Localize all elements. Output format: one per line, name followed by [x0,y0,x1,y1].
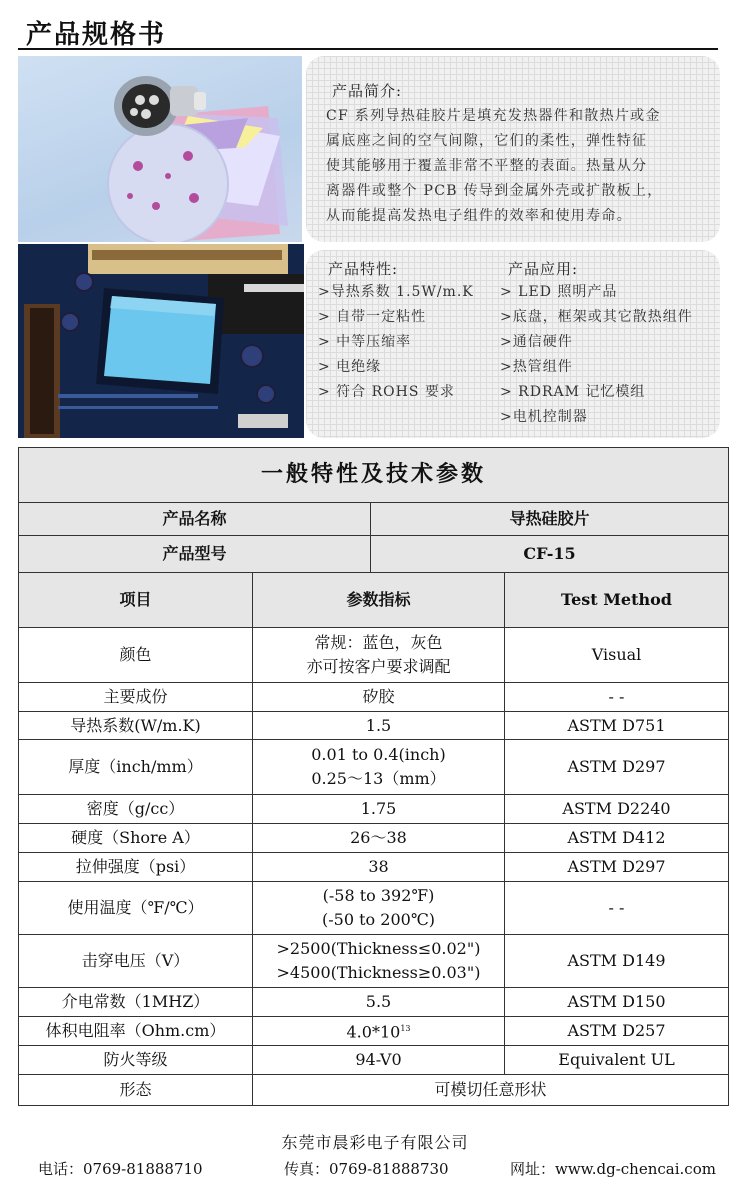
table-row [19,1046,729,1075]
column-header-row [19,573,729,628]
row-item: 击穿电压（V） [19,935,253,988]
row-method: ASTM D751 [505,712,729,740]
footer-fax: 传真：0769-81888730 [284,1160,449,1178]
row-item: 拉伸强度（psi） [19,853,253,882]
table-row [19,882,729,935]
row-spec [253,740,505,795]
row-item: 颜色 [19,628,253,683]
product-model-value: CF-15 [371,536,729,573]
document-header [18,8,718,50]
row-spec-line: 常规：蓝色，灰色 [314,633,443,652]
column-header-method: Test Method [505,573,729,628]
row-method: ASTM D297 [505,853,729,882]
row-item: 防火等级 [19,1046,253,1075]
product-photo-pcb [18,244,304,438]
row-method: - - [505,882,729,935]
row-method: ASTM D297 [505,740,729,795]
feature-item: > 电绝缘 [318,359,382,375]
table-row [19,853,729,882]
product-photo-pcb-graphic [18,244,304,438]
product-photo-pads [18,56,302,242]
row-item: 体积电阻率（Ohm.cm） [19,1017,253,1046]
table-title-row [19,448,729,503]
column-header-spec: 参数指标 [253,573,505,628]
table-row [19,988,729,1017]
table-title: 一般特性及技术参数 [19,448,729,503]
feature-item: > 中等压缩率 [318,334,412,350]
table-row [19,683,729,712]
row-spec-line: 亦可按客户要求调配 [306,657,451,676]
feature-item: > 符合 ROHS 要求 [318,384,455,400]
table-row [19,1017,729,1046]
row-spec: 1.75 [253,795,505,824]
product-photo-pads-graphic [18,56,302,242]
product-name-row [19,503,729,536]
row-method: Visual [505,628,729,683]
row-method: ASTM D257 [505,1017,729,1046]
product-model-label: 产品型号 [19,536,371,573]
row-method: ASTM D149 [505,935,729,988]
row-item: 厚度（inch/mm） [19,740,253,795]
feature-item: >导热系数 1.5W/m.K [318,284,474,300]
application-item: >底盘，框架或其它散热组件 [500,309,693,325]
row-spec: 1.5 [253,712,505,740]
intro-line: CF 系列导热硅胶片是填充发热器件和散热片或金 [326,108,661,124]
row-method: - - [505,683,729,712]
table-row [19,740,729,795]
row-spec-line: (-50 to 200℃) [322,910,435,929]
row-spec: 38 [253,853,505,882]
row-item: 导热系数(W/m.K) [19,712,253,740]
product-intro-panel [306,56,720,242]
application-item: >热管组件 [500,359,573,375]
row-method: Equivalent UL [505,1046,729,1075]
table-row [19,795,729,824]
row-item: 硬度（Shore A） [19,824,253,853]
table-row [19,712,729,740]
row-spec-base: 4.0*10 [346,1022,401,1042]
row-item: 介电常数（1MHZ） [19,988,253,1017]
row-spec-line: (-58 to 392℉) [322,886,435,905]
table-row [19,935,729,988]
application-item: > RDRAM 记忆模组 [500,384,646,400]
column-header-item: 项目 [19,573,253,628]
features-heading: 产品特性: [328,260,399,278]
applications-heading: 产品应用: [508,260,579,278]
spec-table [18,447,729,1106]
row-spec: 矽胶 [253,683,505,712]
row-method: ASTM D412 [505,824,729,853]
footer-phone: 电话：0769-81888710 [38,1160,203,1178]
application-item: > LED 照明产品 [500,284,618,300]
row-spec [253,1017,505,1046]
application-item: >通信硬件 [500,334,573,350]
table-row [19,628,729,683]
intro-line: 离器件或整个 PCB 传导到金属外壳或扩散板上， [326,183,663,199]
row-item: 密度（g/cc） [19,795,253,824]
table-row [19,824,729,853]
intro-heading: 产品简介: [332,82,403,100]
row-spec-line: >2500(Thickness≤0.02") [276,939,481,958]
intro-text [326,104,704,229]
row-item: 主要成份 [19,683,253,712]
row-spec [253,935,505,988]
row-method: ASTM D150 [505,988,729,1017]
row-spec: 5.5 [253,988,505,1017]
page-title: 产品规格书 [26,20,167,50]
row-spec: 可模切任意形状 [253,1075,729,1106]
features-applications-panel [306,250,720,438]
row-item: 使用温度（℉/℃） [19,882,253,935]
intro-line: 从而能提高发热电子组件的效率和使用寿命。 [326,208,632,224]
intro-line: 使其能够用于覆盖非常不平整的表面。热量从分 [326,158,648,174]
row-spec-line: 0.01 to 0.4(inch) [311,745,446,764]
application-item: >电机控制器 [500,409,588,425]
feature-item: > 自带一定粘性 [318,309,427,325]
footer-company: 东莞市晨彩电子有限公司 [281,1133,469,1152]
row-spec: 94-V0 [253,1046,505,1075]
row-spec-line: >4500(Thickness≥0.03") [276,963,481,982]
row-spec [253,882,505,935]
row-spec: 26～38 [253,824,505,853]
table-row [19,1075,729,1106]
row-item: 形态 [19,1075,253,1106]
row-spec-line: 0.25～13（mm） [311,769,446,788]
row-spec-exponent: 13 [400,1024,411,1034]
product-name-value: 导热硅胶片 [371,503,729,536]
row-method: ASTM D2240 [505,795,729,824]
intro-line: 属底座之间的空气间隙，它们的柔性，弹性特征 [326,133,648,149]
footer-website: 网址：www.dg-chencai.com [510,1160,716,1178]
product-model-row [19,536,729,573]
row-spec [253,628,505,683]
product-name-label: 产品名称 [19,503,371,536]
